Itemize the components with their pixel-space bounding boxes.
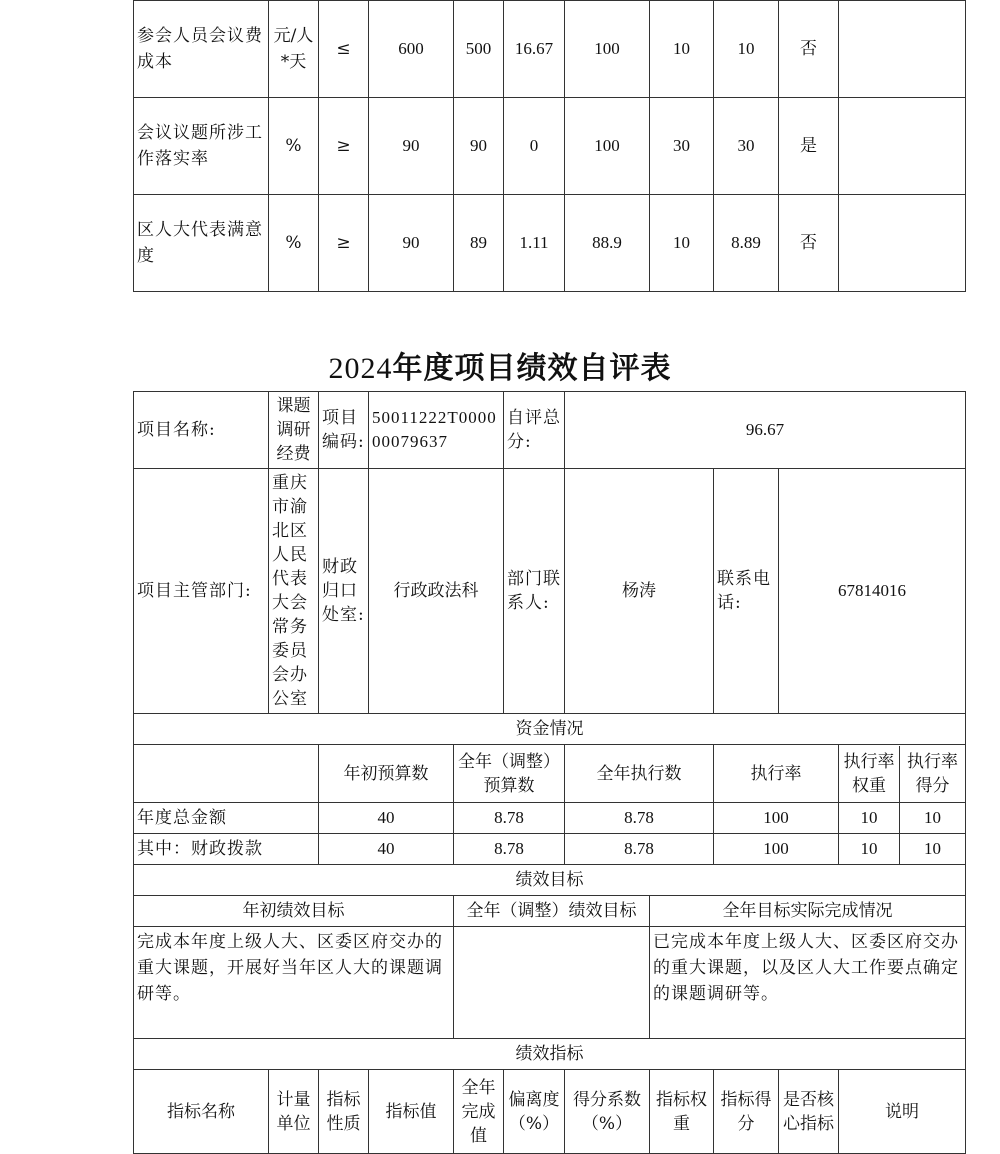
project-info-row — [134, 392, 966, 469]
indicator-core-header: 是否核心指标 — [779, 1070, 839, 1154]
initial-budget-header: 年初预算数 — [319, 745, 454, 803]
funds-row-label: 其中：财政拨款 — [134, 834, 319, 865]
indicator-name: 区人大代表满意度 — [134, 195, 269, 292]
funds-executed: 8.78 — [565, 803, 714, 834]
funds-rate: 100 — [714, 834, 839, 865]
indicator-name: 会议议题所涉工作落实率 — [134, 98, 269, 195]
indicator-core: 否 — [779, 1, 839, 98]
indicator-deviation-header: 偏离度（%） — [504, 1070, 565, 1154]
project-name-label: 项目名称: — [134, 392, 269, 469]
funds-header-row — [134, 745, 966, 803]
rate-weight-header — [839, 745, 966, 803]
funds-weight-score — [839, 834, 966, 865]
funds-row-label: 年度总金额 — [134, 803, 319, 834]
indicators-header-row — [134, 1070, 966, 1154]
total-score: 96.67 — [565, 392, 966, 469]
indicator-nature: ≥ — [319, 98, 369, 195]
indicator-unit: 元/人*天 — [269, 1, 319, 98]
indicator-weight-header: 指标权重 — [650, 1070, 714, 1154]
indicator-name-header: 指标名称 — [134, 1070, 269, 1154]
total-score-label: 自评总分: — [504, 392, 565, 469]
finance-dept: 行政政法科 — [369, 469, 504, 714]
indicator-nature: ≥ — [319, 195, 369, 292]
goals-section-row — [134, 865, 966, 896]
funds-row — [134, 803, 966, 834]
indicator-unit: % — [269, 195, 319, 292]
funds-blank-header — [134, 745, 319, 803]
title-year: 2024 — [328, 352, 393, 385]
indicator-note-header: 说明 — [839, 1070, 966, 1154]
actual-goal-header: 全年目标实际完成情况 — [650, 896, 966, 927]
indicator-value-header: 指标值 — [369, 1070, 454, 1154]
indicator-name: 参会人员会议费成本 — [134, 1, 269, 98]
indicator-unit: % — [269, 98, 319, 195]
adjusted-goal-header: 全年（调整）绩效目标 — [454, 896, 650, 927]
project-code: 50011222T000000079637 — [369, 392, 504, 469]
indicators-section-title: 绩效指标 — [134, 1039, 966, 1070]
indicator-nature-header: 指标性质 — [319, 1070, 369, 1154]
indicator-coef: 88.9 — [565, 195, 650, 292]
funds-adjusted: 8.78 — [454, 803, 565, 834]
adjusted-budget-header: 全年（调整）预算数 — [454, 745, 565, 803]
project-name: 课题调研经费 — [269, 392, 319, 469]
indicator-score: 8.89 — [714, 195, 779, 292]
indicator-nature: ≤ — [319, 1, 369, 98]
indicator-row — [134, 98, 966, 195]
funds-initial: 40 — [319, 803, 454, 834]
funds-weight: 10 — [839, 803, 900, 833]
indicator-weight: 10 — [650, 195, 714, 292]
indicator-weight: 10 — [650, 1, 714, 98]
indicator-deviation: 1.11 — [504, 195, 565, 292]
goals-section-title: 绩效目标 — [134, 865, 966, 896]
actual-goal-text: 已完成本年度上级人大、区委区府交办的重大课题，以及区人大工作要点确定的课题调研等。 — [650, 927, 966, 1039]
initial-goal-header: 年初绩效目标 — [134, 896, 454, 927]
dept-info-row — [134, 469, 966, 714]
dept-label: 项目主管部门: — [134, 469, 269, 714]
indicator-row — [134, 195, 966, 292]
indicator-weight: 30 — [650, 98, 714, 195]
contact-label: 部门联系人: — [504, 469, 565, 714]
indicator-score-header: 指标得分 — [714, 1070, 779, 1154]
phone-label: 联系电话: — [714, 469, 779, 714]
rate-weight-label: 执行率权重 — [839, 746, 900, 802]
initial-goal-text: 完成本年度上级人大、区委区府交办的重大课题，开展好当年区人大的课题调研等。 — [134, 927, 454, 1039]
indicator-score: 10 — [714, 1, 779, 98]
indicator-deviation: 0 — [504, 98, 565, 195]
funds-weight: 10 — [839, 834, 900, 864]
funds-adjusted: 8.78 — [454, 834, 565, 865]
funds-row — [134, 834, 966, 865]
indicator-target: 90 — [369, 195, 454, 292]
indicator-target: 600 — [369, 1, 454, 98]
funds-executed: 8.78 — [565, 834, 714, 865]
funds-initial: 40 — [319, 834, 454, 865]
indicator-coef-header: 得分系数（%） — [565, 1070, 650, 1154]
indicator-actual-header: 全年完成值 — [454, 1070, 504, 1154]
indicator-coef: 100 — [565, 1, 650, 98]
funds-score: 10 — [924, 808, 941, 827]
project-code-label: 项目编码: — [319, 392, 369, 469]
indicator-score: 30 — [714, 98, 779, 195]
title-text: 年度项目绩效自评表 — [392, 351, 672, 386]
goals-content-row — [134, 927, 966, 1039]
indicator-core: 否 — [779, 195, 839, 292]
indicator-note — [839, 195, 966, 292]
funds-section-title: 资金情况 — [134, 714, 966, 745]
dept: 重庆市渝北区人民代表大会常务委员会办公室 — [269, 469, 319, 714]
indicators-section-row — [134, 1039, 966, 1070]
indicator-coef: 100 — [565, 98, 650, 195]
indicator-table-continued — [133, 0, 966, 292]
indicator-unit-header: 计量单位 — [269, 1070, 319, 1154]
funds-weight-score — [839, 803, 966, 834]
funds-section-row — [134, 714, 966, 745]
contact: 杨涛 — [565, 469, 714, 714]
funds-score: 10 — [924, 839, 941, 858]
indicator-note — [839, 1, 966, 98]
indicator-note — [839, 98, 966, 195]
executed-header: 全年执行数 — [565, 745, 714, 803]
funds-rate: 100 — [714, 803, 839, 834]
indicator-target: 90 — [369, 98, 454, 195]
indicator-deviation: 16.67 — [504, 1, 565, 98]
finance-label: 财政归口处室: — [319, 469, 369, 714]
indicator-core: 是 — [779, 98, 839, 195]
goals-header-row — [134, 896, 966, 927]
page-title — [0, 343, 1000, 387]
indicator-actual: 90 — [454, 98, 504, 195]
indicator-actual: 500 — [454, 1, 504, 98]
indicator-actual: 89 — [454, 195, 504, 292]
adjusted-goal-text — [454, 927, 650, 1039]
phone: 67814016 — [779, 469, 966, 714]
indicator-row — [134, 1, 966, 98]
self-evaluation-table — [133, 391, 966, 1154]
rate-score-label: 执行率得分 — [907, 751, 958, 796]
rate-header: 执行率 — [714, 745, 839, 803]
